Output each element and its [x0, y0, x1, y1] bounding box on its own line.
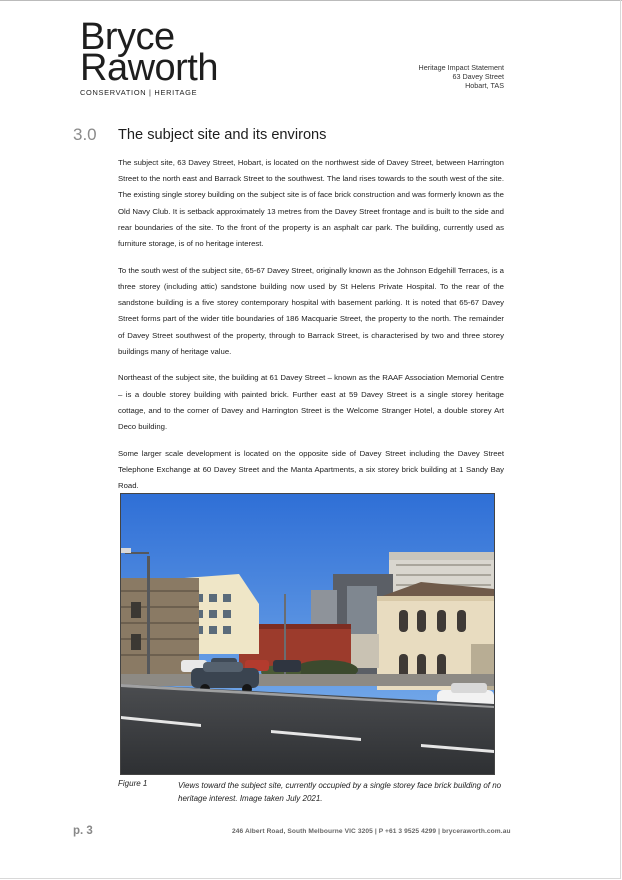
- logo-line-1: Bryce: [80, 16, 175, 58]
- header-city: Hobart, TAS: [465, 81, 504, 90]
- street-photo-illustration: [121, 494, 494, 774]
- body-text: [118, 155, 504, 505]
- header-doc-title: Heritage Impact Statement: [418, 63, 504, 72]
- logo-tagline: CONSERVATION | HERITAGE: [80, 88, 198, 97]
- footer-contact: 246 Albert Road, South Melbourne VIC 3205 | P +61 3 9525 4299 | bryceraworth.com.au: [232, 828, 511, 835]
- page-number: p. 3: [73, 825, 93, 837]
- header-address: 63 Davey Street: [452, 72, 504, 81]
- paragraph: Some larger scale development is located on the opposite side of Davey Street including the Davey Street Telephone Exchange at 60 Davey Street and the Manta Apartments, a six storey brick building at 1 Sandy Bay Road.: [118, 448, 504, 491]
- paragraph: The subject site, 63 Davey Street, Hobart, is located on the northwest side of Davey Street, between Harrington Street to the north east and Barrack Street to the southwest. The land rises towards to the south west of the site. The existing single storey building on the subject site is of face brick construction and was formerly known as the Old Navy Club. It is setback approximately 13 metres from the Davey Street frontage and is built to the side and rear boundaries of the site. To the front of the property is an asphalt car park. The building, currently used as furniture storage, is of no heritage interest.: [118, 158, 504, 249]
- section-title: The subject site and its environs: [118, 127, 327, 143]
- street-photo: [120, 493, 495, 775]
- section-number: 3.0: [73, 125, 97, 144]
- figure-caption: Views toward the subject site, currently occupied by a single storey face brick building of no heritage interest. Image taken July 2021.: [178, 781, 502, 803]
- figure-label: Figure 1: [118, 779, 148, 788]
- paragraph: Northeast of the subject site, the building at 61 Davey Street – known as the RAAF Association Memorial Centre – is a double storey building with painted brick. Further east at 59 Davey Street is a single storey heritage cottage, and to the corner of Davey and Harrington Street is the Welcome Stranger Hotel, a double storey Art Deco building.: [118, 373, 504, 432]
- header-doc-info: [419, 63, 505, 90]
- paragraph: To the south west of the subject site, 65-67 Davey Street, originally known as the Johnson Edgehill Terraces, is a three storey (including attic) sandstone building now used by St Helens Private Hospital. To the rear of the sandstone building is a five storey contemporary hospital with basement parking. It is noted that 65-67 Davey Street forms part of the wider title boundaries of 186 Macquarie Street, the property to the north. The remainder of Davey Street southwest of the property, through to Barrack Street, is characterised by two and three storey buildings many of heritage value.: [118, 265, 504, 356]
- logo-line-2: Raworth: [80, 47, 218, 89]
- bryce-raworth-logo: [80, 16, 218, 97]
